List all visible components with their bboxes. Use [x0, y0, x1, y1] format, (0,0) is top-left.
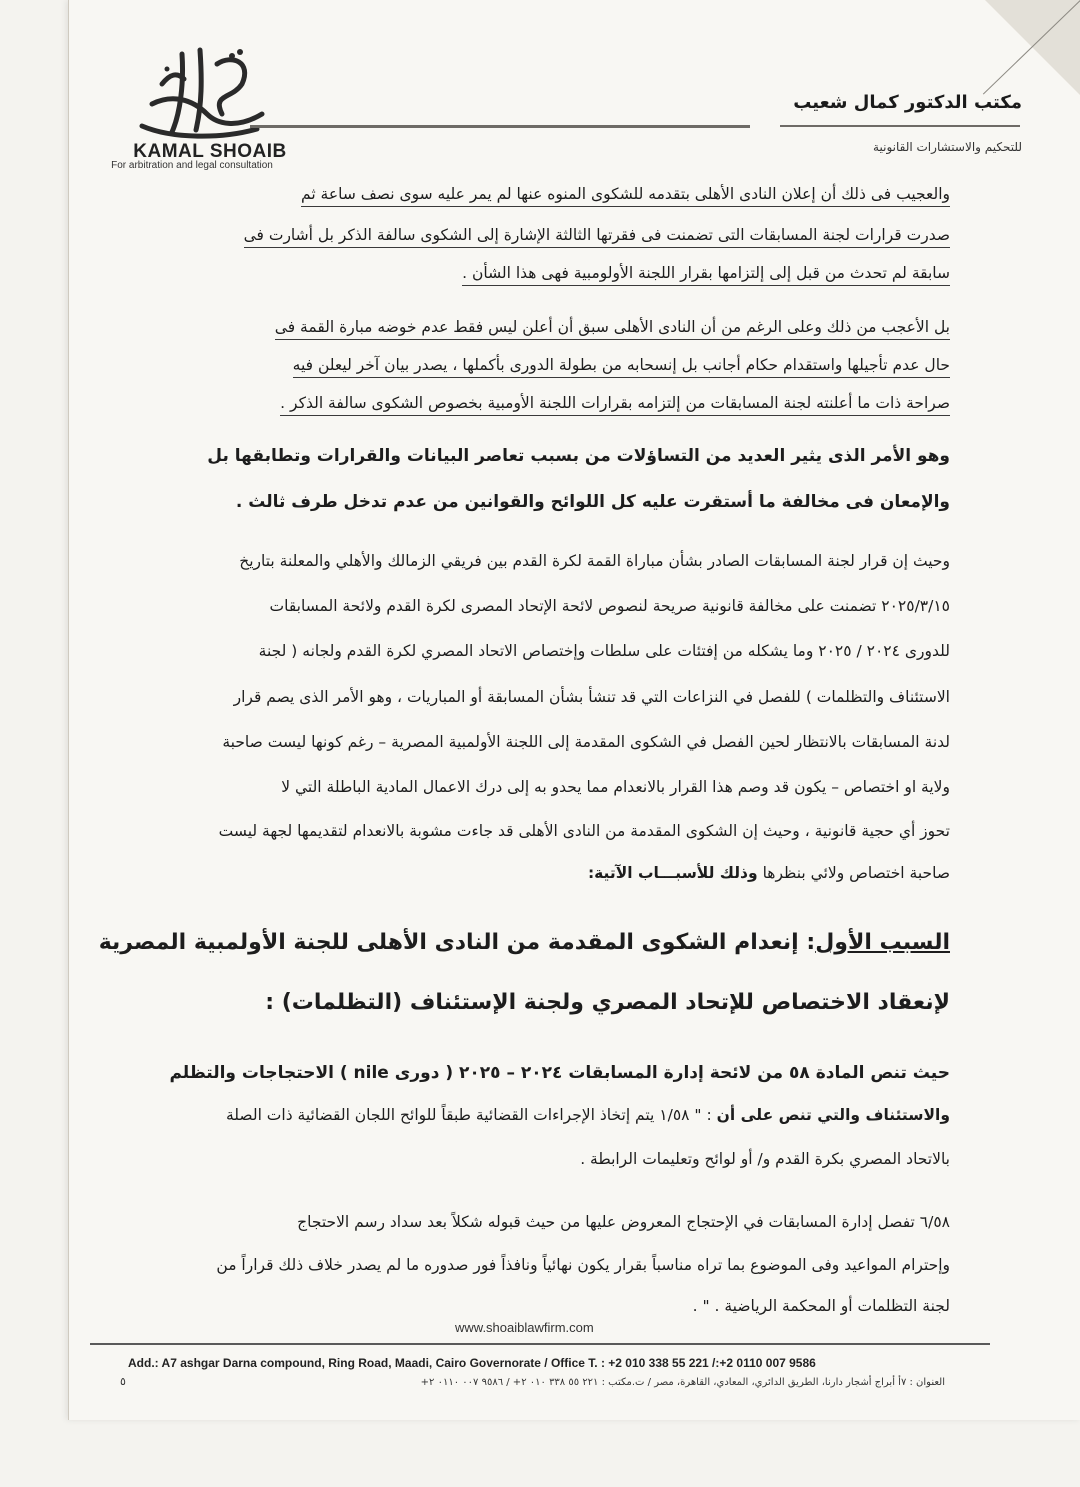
office-subtitle: للتحكيم والاستشارات القانونية — [873, 140, 1022, 154]
logo-tagline: For arbitration and legal consultation — [111, 160, 273, 171]
paragraph-line: وإحترام المواعيد وفى الموضوع بما تراه مناسباً بقرار يكون نهائياً ونافذاً فور صدوره ما لم يصدر خلاف ذلك قراراً من — [216, 1256, 950, 1274]
bold-text: وذلك للأسبـــاب الآتية: — [587, 864, 758, 882]
paragraph-line-with-emphasis — [588, 864, 950, 882]
header-divider-right — [780, 125, 1020, 127]
plain-text: صاحبة اختصاص ولائي بنظرها — [762, 864, 950, 882]
section-heading — [99, 930, 950, 955]
section-label: السبب الأول — [815, 930, 950, 955]
paragraph-line: تحوز أي حجية قانونية ، وحيث إن الشكوى المقدمة من النادى الأهلى قد جاءت مشوبة بالانعدام لتقديمها لجهة ليست — [218, 822, 950, 840]
section-heading-line2: لإنعقاد الاختصاص للإتحاد المصري ولجنة الإستئناف (التظلمات) : — [265, 990, 950, 1015]
paragraph-line: للدورى ٢٠٢٤ / ٢٠٢٥ وما يشكله من إفتئات على سلطات وإختصاص الاتحاد المصري لكرة القدم ولجانه ( لجنة — [258, 642, 950, 660]
article-line: حيث تنص المادة ٥٨ من لائحة إدارة المسابقات ٢٠٢٤ – ٢٠٢٥ ( دورى nile ) الاحتجاجات والتظلم — [169, 1063, 950, 1083]
article-line: بالاتحاد المصري بكرة القدم و/ أو لوائح وتعليمات الرابطة . — [580, 1150, 950, 1168]
emphasis-line: وهو الأمر الذى يثير العديد من التساؤلات من بسبب تعاصر البيانات والقرارات وتطابقها بل — [207, 446, 950, 466]
firm-logo — [80, 40, 290, 180]
paragraph-line: ٦/٥٨ تفصل إدارة المسابقات في الإحتجاج المعروض عليها من حيث قبوله شكلاً بعد سداد رسم الاحتجاج — [297, 1213, 950, 1231]
page-number: ٥ — [120, 1375, 126, 1388]
paragraph-line: صراحة ذات ما أعلنته لجنة المسابقات من إلتزامه بقرارات اللجنة الأومبية بخصوص الشكوى سالفة الذكر . — [280, 394, 950, 416]
article-line-mixed — [226, 1106, 950, 1124]
paragraph-line: وحيث إن قرار لجنة المسابقات الصادر بشأن مباراة القمة لكرة القدم بين فريقي الزمالك والأهلي والمعلنة بتاريخ — [239, 552, 950, 570]
section-title: : إنعدام الشكوى المقدمة من النادى الأهلى للجنة الأولمبية المصرية — [98, 930, 816, 955]
footer-address-ar: العنوان : ٧أ أبراج أشجار دارنا، الطريق الدائري، المعادي، القاهرة، مصر / ت.مكتب : ٢٢١ ٥٥ ٣٣٨ ٠١٠ ٢+ / ٩٥٨٦ ٠٠٧ ٠١١٠ ٢+ — [420, 1377, 945, 1388]
footer-website: www.shoaiblawfirm.com — [455, 1320, 594, 1335]
emphasis-line: والإمعان فى مخالفة ما أستقرت عليه كل اللوائح والقوانين من عدم تدخل طرف ثالث . — [235, 492, 950, 512]
office-name: مكتب الدكتور كمال شعيب — [793, 92, 1022, 113]
bold-text: والاستئناف والتي تنص على أن — [716, 1106, 950, 1124]
paragraph-line: والعجيب فى ذلك أن إعلان النادى الأهلى بتقدمه للشكوى المنوه عنها لم يمر عليه سوى نصف ساعة ثم — [301, 185, 950, 207]
footer-divider — [90, 1343, 990, 1345]
logo-name: KAMAL SHOAIB — [133, 141, 287, 162]
paragraph-line: لدنة المسابقات بالانتظار لحين الفصل في الشكوى المقدمة إلى اللجنة الأولمبية المصرية – رغم كونها ليست صاحبة — [222, 733, 950, 751]
paragraph-line: الاستئناف والتظلمات ) للفصل في النزاعات التي قد تنشأ بشأن المسابقة أو المباريات ، وهو الأمر الذى يصم قرار — [233, 688, 950, 706]
paragraph-line: بل الأعجب من ذلك وعلى الرغم من أن النادى الأهلى سبق أن أعلن ليس فقط عدم خوضه مبارة القمة فى — [275, 318, 950, 340]
paragraph-line: صدرت قرارات لجنة المسابقات التى تضمنت فى فقرتها الثالثة الإشارة إلى الشكوى سالفة الذكر بل أشارت فى — [244, 226, 950, 248]
paragraph-line: ٢٠٢٥/٣/١٥ تضمنت على مخالفة قانونية صريحة لنصوص لائحة الإتحاد المصرى لكرة القدم ولائحة المسابقات — [269, 597, 950, 615]
paper-sheet — [68, 0, 1080, 1420]
paragraph-line: ولاية او اختصاص – يكون قد وصم هذا القرار بالانعدام مما يحدو به إلى درك الاعمال المادية الباطلة التي لا — [281, 778, 950, 796]
calligraphy-logo-icon — [122, 44, 272, 144]
paragraph-line: لجنة التظلمات أو المحكمة الرياضية . " . — [692, 1297, 950, 1315]
header-divider — [250, 125, 750, 128]
plain-text: : " ١/٥٨ يتم إتخاذ الإجراءات القضائية طبقاً للوائح اللجان القضائية ذات الصلة — [225, 1106, 712, 1124]
footer-address-en: Add.: A7 ashgar Darna compound, Ring Road, Maadi, Cairo Governorate / Office T. : +2 010 338 55 221 /:+2 0110 007 9586 — [128, 1356, 816, 1370]
paragraph-line: حال عدم تأجيلها واستقدام حكام أجانب بل إنسحابه من بطولة الدورى بأكملها ، يصدر بيان آخر ليعلن فيه — [293, 356, 950, 378]
paragraph-line: سابقة لم تحدث من قبل إلى إلتزامها بقرار اللجنة الأولومبية فهى هذا الشأن . — [462, 264, 950, 286]
